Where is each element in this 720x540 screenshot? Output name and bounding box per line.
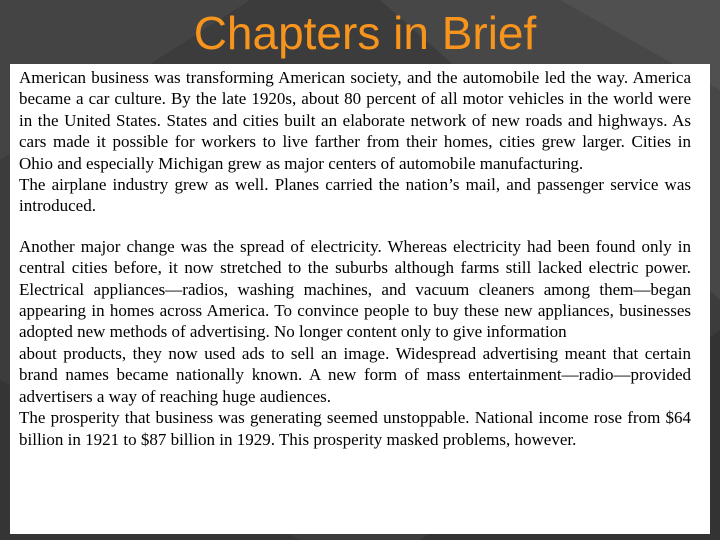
paragraph-automobile: American business was transforming American society, and the automobile led the way. America became a car culture. By the late 1920s, about 80 percent of all motor vehicles in the world were in the United States. States and cities built an elaborate network of new roads and highways. As cars made it possible for workers to live farther from their homes, cities grew larger. Cities in Ohio and especially Michigan grew as major centers of automobile manufacturing. bbox=[19, 68, 691, 173]
paragraph-advertising: about products, they now used ads to sell an image. Widespread advertising meant that certain brand names became nationally known. A new form of mass entertainment—radio—provided advertisers a way of reaching huge audiences. bbox=[19, 343, 691, 406]
paragraph-airplane: The airplane industry grew as well. Planes carried the nation’s mail, and passenger service was introduced. bbox=[19, 175, 691, 216]
body-text bbox=[19, 67, 691, 450]
slide-title: Chapters in Brief bbox=[193, 7, 537, 59]
paragraph-prosperity: The prosperity that business was generating seemed unstoppable. National income rose from $64 billion in 1921 to $87 billion in 1929. This prosperity masked problems, however. bbox=[19, 408, 691, 449]
paragraph-electricity: Another major change was the spread of electricity. Whereas electricity had been found only in central cities before, it now stretched to the suburbs although farms still lacked electric power. Electrical appliances—radios, washing machines, and vacuum cleaners among them—began appearing in homes across America. To convince people to buy these new appliances, businesses adopted new methods of advertising. No longer content only to give information bbox=[19, 236, 691, 342]
paragraph-gap bbox=[19, 217, 691, 236]
